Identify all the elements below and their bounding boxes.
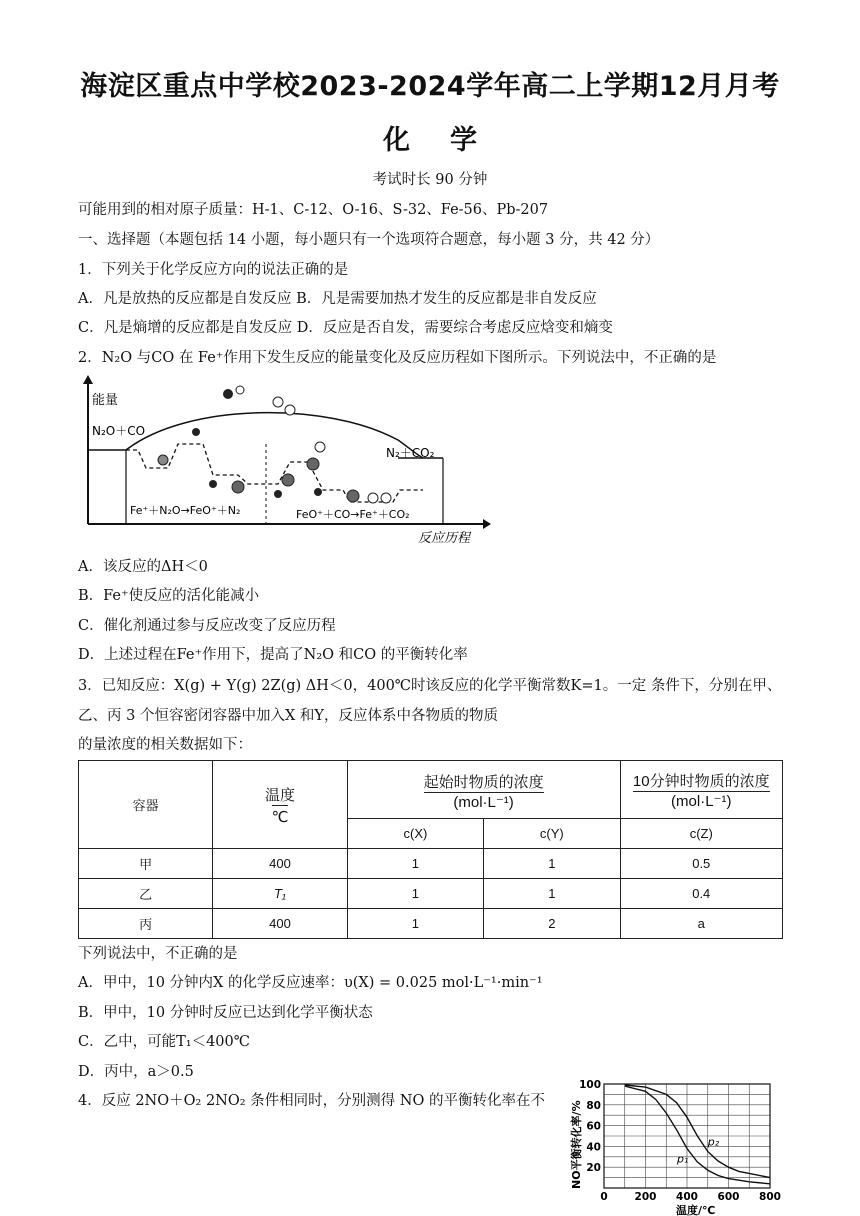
chart-x-label: 温度/℃ [676,1204,716,1216]
atomic-masses: 可能用到的相对原子质量：H-1、C-12、O-16、S-32、Fe-56、Pb-207 [78,202,549,218]
y-axis-label: 能量 [92,393,119,408]
q1-options-ab: A．凡是放热的反应都是自发反应 B．凡是需要加热才发生的反应都是非自发反应 [78,291,597,307]
x-tick-label: 200 [634,1191,657,1203]
step2-label: FeO⁺＋CO→Fe⁺＋CO₂ [296,508,410,521]
series-label-2: p₂ [707,1135,720,1149]
x-tick-label: 600 [717,1191,740,1203]
q4-stem: 4．反应 2NO＋O₂ 2NO₂ 条件相同时，分别测得 NO 的平衡转化率在不 [78,1093,545,1109]
step1-label: Fe⁺＋N₂O→FeO⁺＋N₂ [130,504,241,517]
q3-stem-1: 3．已知反应：X(g) + Y(g) 2Z(g) ΔH＜0，400℃时该反应的化学平衡常数K=1。一定 条件下，分别在甲、 [78,678,782,694]
y-tick-label: 20 [586,1162,601,1175]
y-tick-label: 40 [586,1141,601,1154]
q2-option-c: C．催化剂通过参与反应改变了反应历程 [78,618,336,634]
q2-option-d: D．上述过程在Fe⁺作用下，提高了N₂O 和CO 的平衡转化率 [78,647,468,663]
header-container: 容器 [79,761,213,849]
y-tick-label: 100 [579,1079,601,1091]
series-line-2 [625,1085,770,1178]
header-cy: c(Y) [484,819,620,849]
q3-option-a: A．甲中，10 分钟内X 的化学反应速率：υ(X) = 0.025 mol·L⁻¹·min⁻¹ [78,975,543,991]
y-tick-label: 80 [586,1099,601,1112]
q3-stem-2: 乙、丙 3 个恒容密闭容器中加入X 和Y，反应体系中各物质的物质 [78,708,498,724]
q3-option-d: D．丙中，a＞0.5 [78,1064,194,1080]
exam-duration: 考试时长 90 分钟 [372,172,488,188]
end-label: N₂＋CO₂ [386,446,435,460]
q2-stem: 2．N₂O 与CO 在 Fe⁺作用下发生反应的能量变化及反应历程如下图所示。下列说法中，不正确的是 [78,350,717,366]
q3-after: 下列说法中，不正确的是 [78,946,238,962]
table-row: 乙 T₁ 1 1 0.4 [79,879,783,909]
x-tick-label: 400 [676,1191,698,1203]
table-row: 丙 400 1 2 a [79,909,783,939]
q1-options-cd: C．凡是熵增的反应都是自发反应 D．反应是否自发，需要综合考虑反应焓变和熵变 [78,320,613,336]
x-tick-label: 0 [600,1191,608,1203]
start-label: N₂O＋CO [92,424,146,438]
table-row: 甲 400 1 1 0.5 [79,849,783,879]
q3-option-b: B．甲中，10 分钟时反应已达到化学平衡状态 [78,1005,373,1021]
header-temp: 温度 ℃ [213,761,347,849]
data-table [78,760,783,939]
q3-stem-3: 的量浓度的相关数据如下： [78,737,252,753]
x-tick-label: 800 [759,1191,781,1203]
conversion-chart [566,1074,790,1216]
q2-option-b: B．Fe⁺使反应的活化能减小 [78,588,260,604]
header-10min: 10分钟时物质的浓度 (mol·L⁻¹) [620,761,782,819]
chart-y-label: NO平衡转化率/% [570,1100,583,1189]
y-tick-label: 60 [586,1120,601,1133]
q3-option-c: C．乙中，可能T₁＜400℃ [78,1034,250,1050]
header-initial: 起始时物质的浓度 (mol·L⁻¹) [347,761,620,819]
section-heading: 一、选择题（本题包括 14 小题，每小题只有一个选项符合题意，每小题 3 分，共 42 分） [78,232,660,248]
header-cz: c(Z) [620,819,782,849]
energy-diagram [78,372,498,548]
header-cx: c(X) [347,819,483,849]
x-axis-label: 反应历程 [418,531,471,546]
q1-stem: 1．下列关于化学反应方向的说法正确的是 [78,262,349,278]
q2-option-a: A．该反应的ΔH＜0 [78,559,208,575]
subject-title: 化学 [383,125,517,156]
series-label-1: p₁ [677,1152,689,1166]
exam-title: 海淀区重点中学校2023-2024学年高二上学期12月月考 [80,71,780,102]
